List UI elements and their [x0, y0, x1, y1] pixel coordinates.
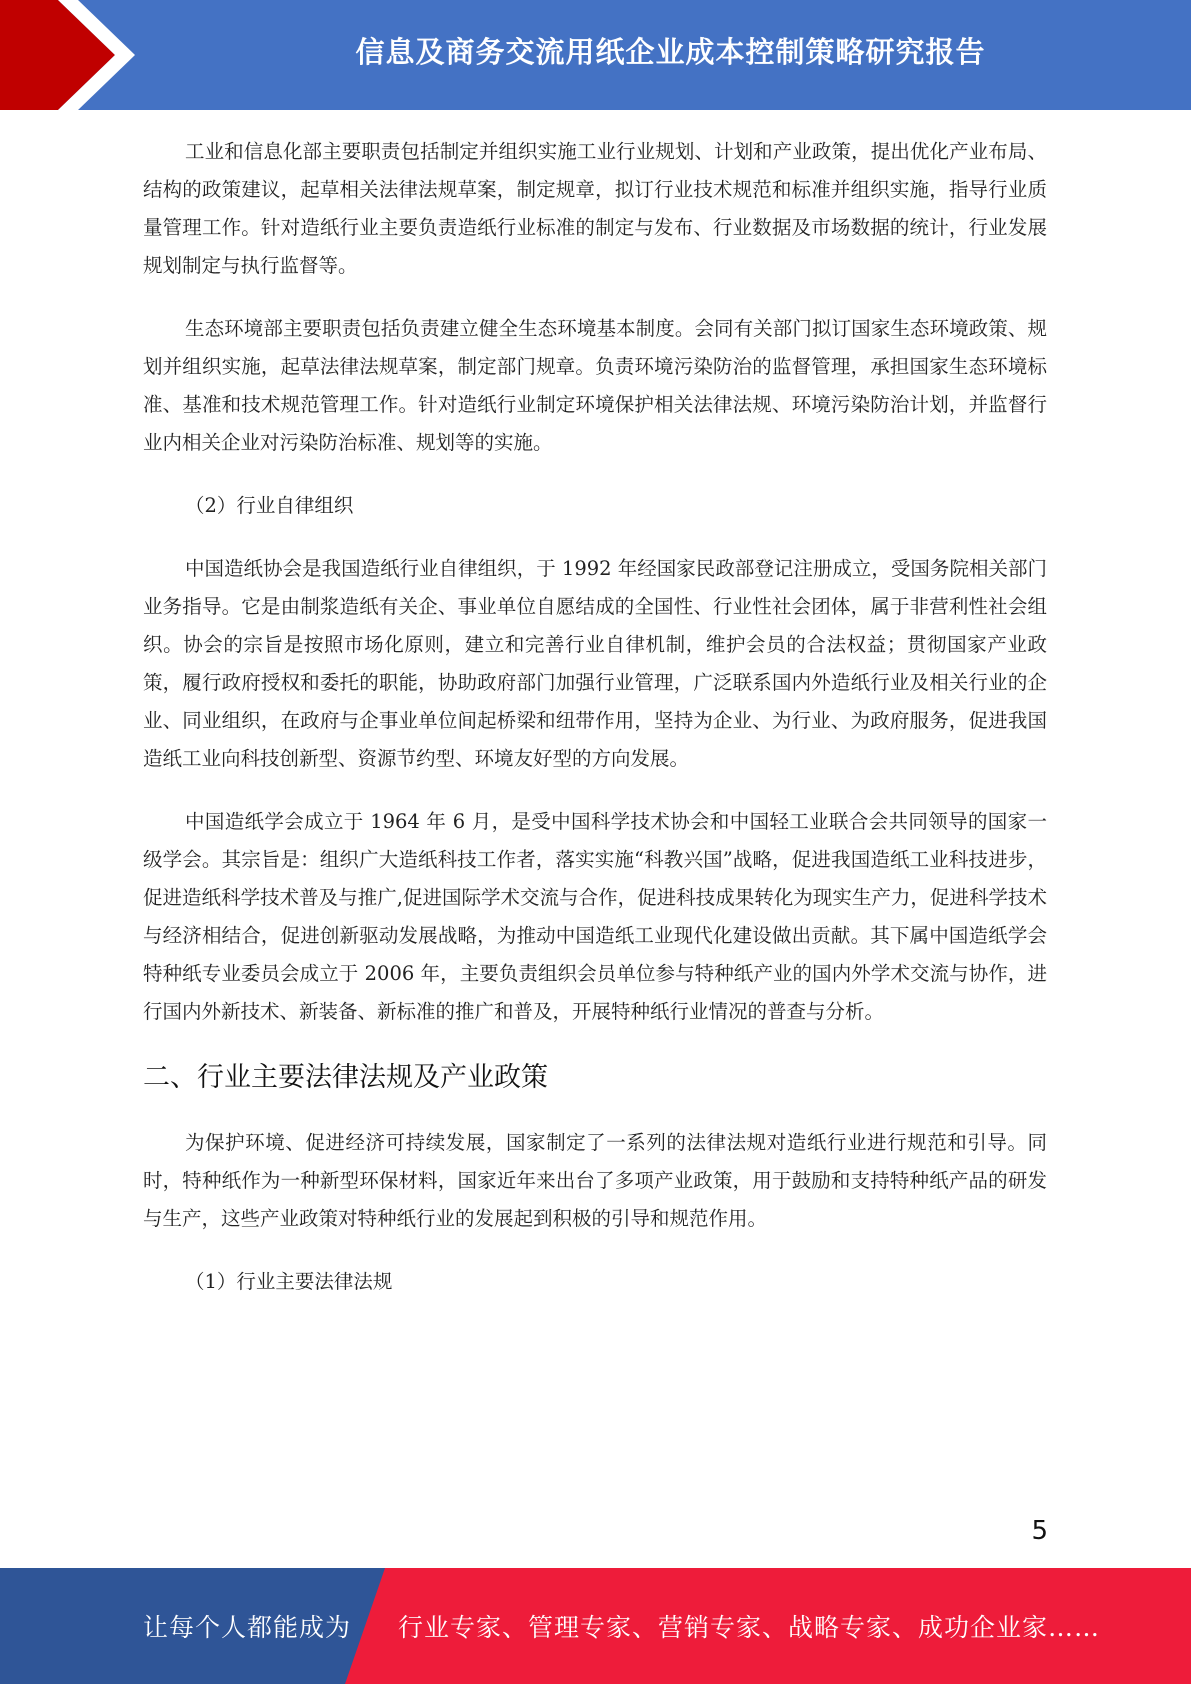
red-chevron-mark	[0, 0, 160, 110]
subheading-self-regulatory: （2）行业自律组织	[185, 494, 354, 517]
report-title: 信息及商务交流用纸企业成本控制策略研究报告	[355, 34, 986, 69]
paragraph-mee: 生态环境部主要职责包括负责建立健全生态环境基本制度。会同有关部门拟订国家生态环境政策、规划并组织实施，起草法律法规草案，制定部门规章。负责环境污染防治的监督管理，承担国家生态环境标准、基准和技术规范管理工作。针对造纸行业制定环境保护相关法律法规、环境污染防治计划，并监督行业内相关企业对污染防治标准、规划等的实施。	[143, 317, 1047, 454]
footer-slogan-left: 让每个人都能成为	[143, 1613, 352, 1642]
page-footer	[0, 1568, 1191, 1684]
page-number: 5	[1031, 1516, 1048, 1546]
paragraph-paper-society: 中国造纸学会成立于 1964 年 6 月，是受中国科学技术协会和中国轻工业联合会共同领导的国家一级学会。其宗旨是：组织广大造纸科技工作者，落实实施“科教兴国”战略，促进我国造纸工业科技进步，促进造纸科学技术普及与推广,促进国际学术交流与合作，促进科技成果转化为现实生产力，促进科学技术与经济相结合，促进创新驱动发展战略，为推动中国造纸工业现代化建设做出贡献。其下属中国造纸学会特种纸专业委员会成立于 2006 年，主要负责组织会员单位参与特种纸产业的国内外学术交流与协作，进行国内外新技术、新装备、新标准的推广和普及，开展特种纸行业情况的普查与分析。	[143, 810, 1047, 1023]
subheading-main-laws: （1）行业主要法律法规	[185, 1270, 393, 1293]
paragraph-paper-association: 中国造纸协会是我国造纸行业自律组织，于 1992 年经国家民政部登记注册成立，受国务院相关部门业务指导。它是由制浆造纸有关企、事业单位自愿结成的全国性、行业性社会团体，属于非营利性社会组织。协会的宗旨是按照市场化原则，建立和完善行业自律机制，维护会员的合法权益；贯彻国家产业政策，履行政府授权和委托的职能，协助政府部门加强行业管理，广泛联系国内外造纸行业及相关行业的企业、同业组织，在政府与企事业单位间起桥梁和纽带作用，坚持为企业、为行业、为政府服务，促进我国造纸工业向科技创新型、资源节约型、环境友好型的方向发展。	[143, 557, 1047, 770]
page-header	[0, 0, 1191, 110]
page-body	[143, 133, 1047, 1326]
footer-slogan-right: 行业专家、管理专家、营销专家、战略专家、成功企业家……	[398, 1613, 1101, 1642]
paragraph-miit: 工业和信息化部主要职责包括制定并组织实施工业行业规划、计划和产业政策，提出优化产业布局、结构的政策建议，起草相关法律法规草案，制定规章，拟订行业技术规范和标准并组织实施，指导行业质量管理工作。针对造纸行业主要负责造纸行业标准的制定与发布、行业数据及市场数据的统计，行业发展规划制定与执行监督等。	[143, 140, 1047, 277]
section-heading-laws: 二、行业主要法律法规及产业政策	[143, 1062, 548, 1093]
paragraph-laws-intro: 为保护环境、促进经济可持续发展，国家制定了一系列的法律法规对造纸行业进行规范和引导。同时，特种纸作为一种新型环保材料，国家近年来出台了多项产业政策，用于鼓励和支持特种纸产品的研发与生产，这些产业政策对特种纸行业的发展起到积极的引导和规范作用。	[143, 1131, 1047, 1230]
